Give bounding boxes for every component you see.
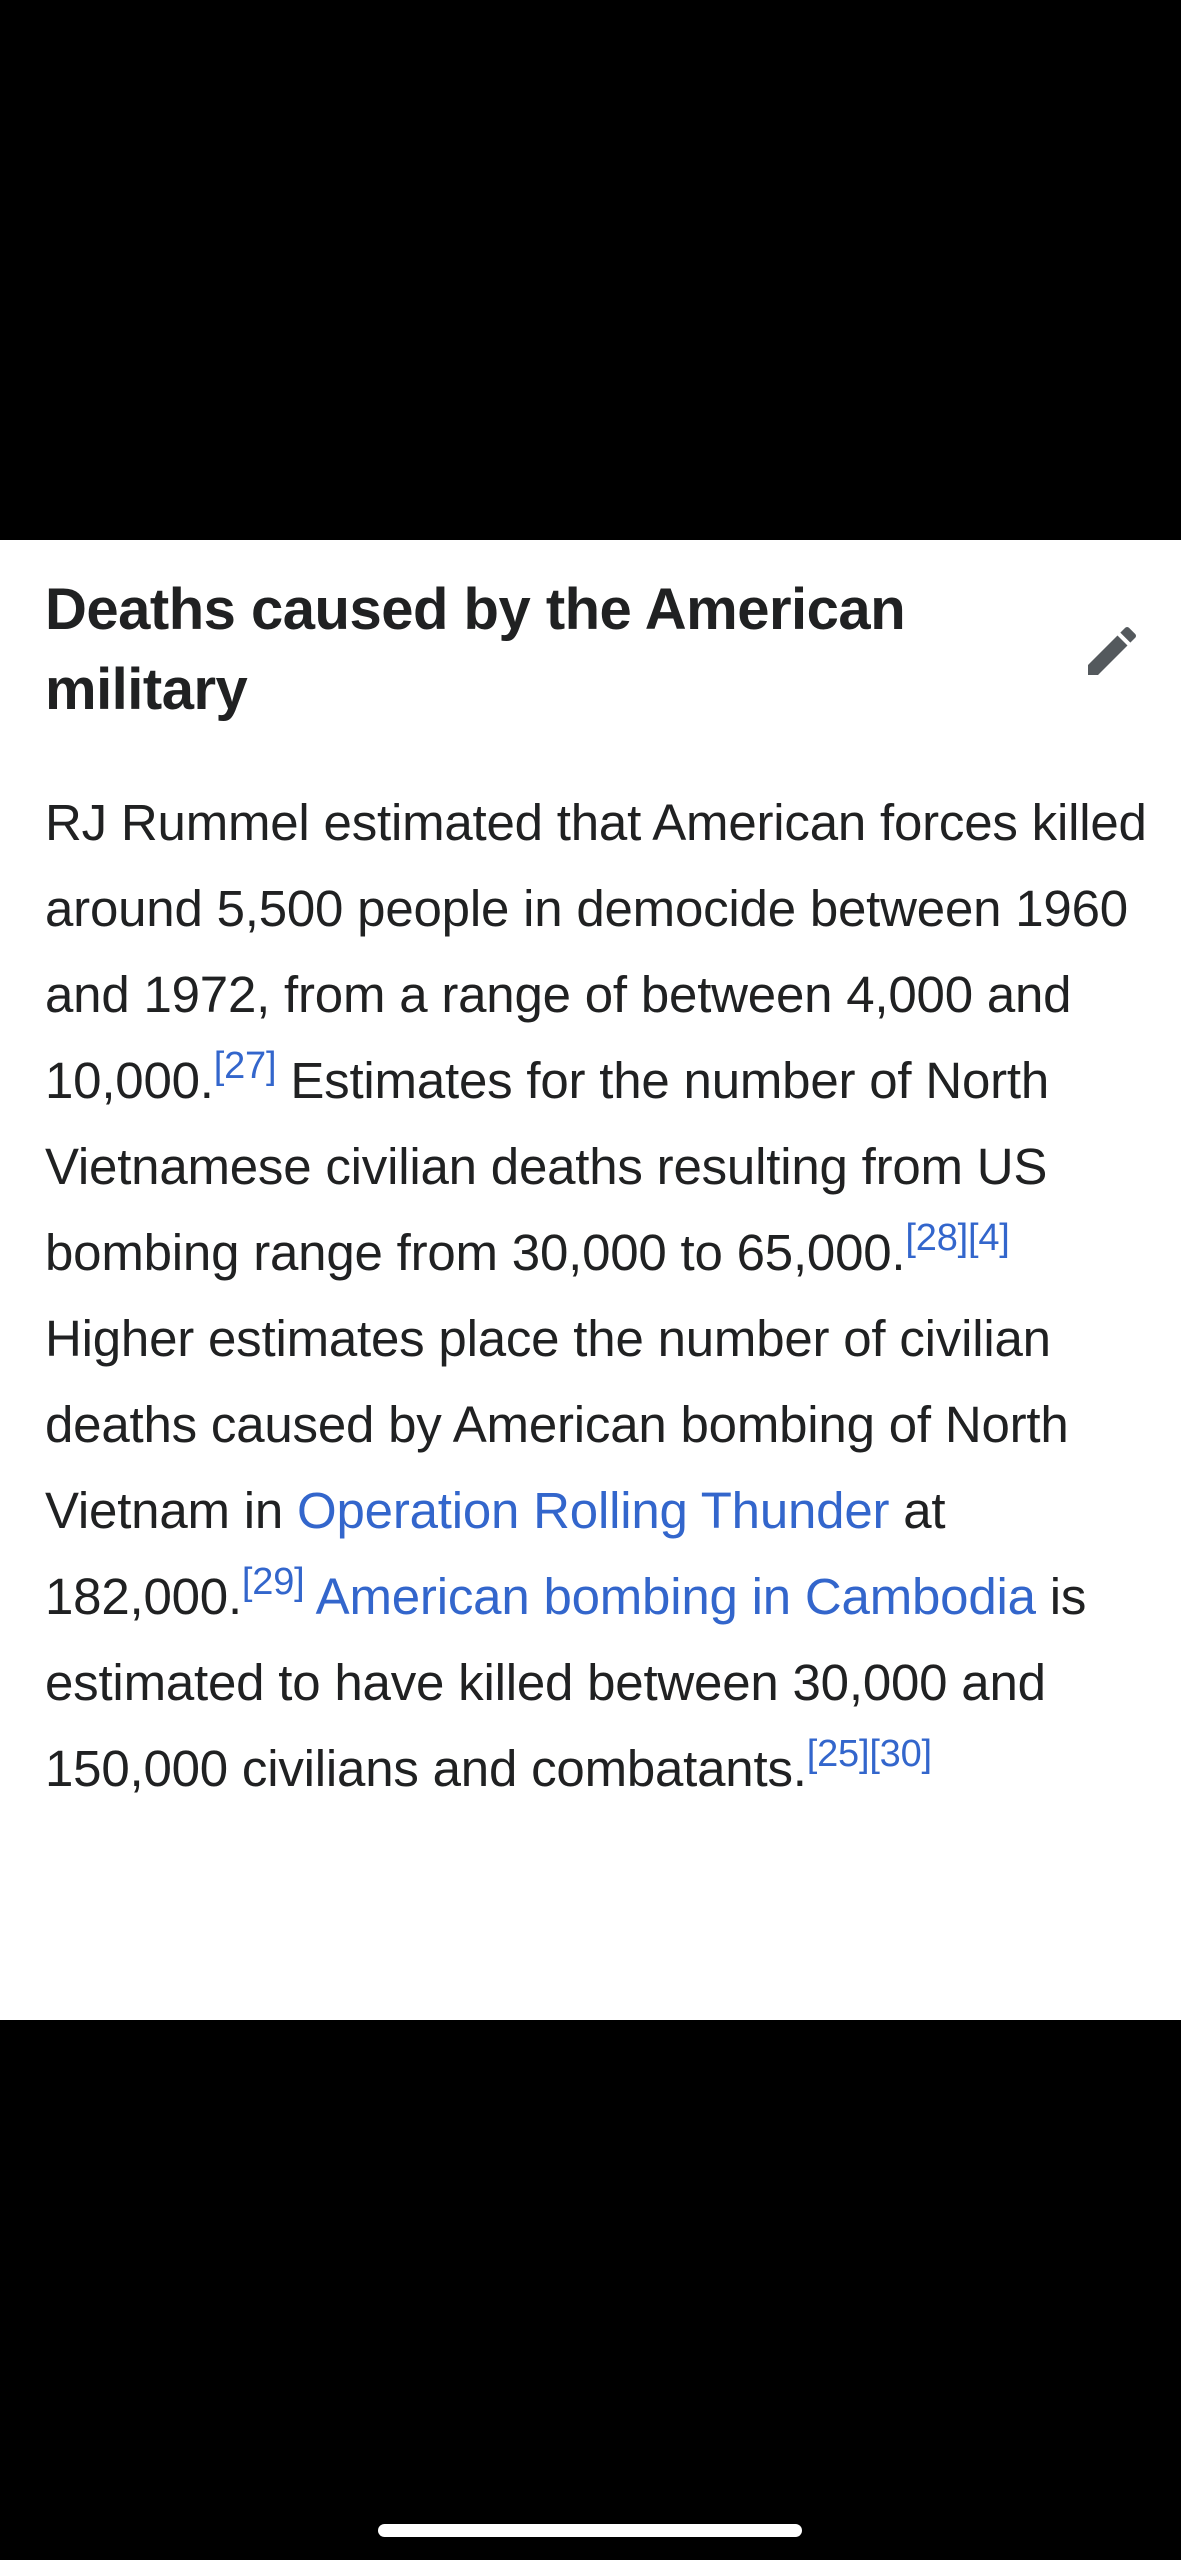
paragraph-text: RJ Rummel estimated that American forces killed around 5,500 people in democide between 1960 and 1972, from a range of between 4,000 and 10,000. <box>45 794 1147 1109</box>
pencil-icon <box>1080 619 1144 683</box>
section-paragraph <box>45 780 1155 1812</box>
paragraph-text: Higher estimates place the number of civilian deaths caused by American bombing of North Vietnam in <box>45 1310 1069 1539</box>
home-indicator[interactable] <box>378 2524 802 2537</box>
paragraph-text: Estimates for the number of North Vietnamese civilian deaths resulting from US bombing range from 30,000 to 65,000. <box>45 1052 1050 1281</box>
reference-28[interactable]: [28] <box>905 1217 968 1259</box>
reference-25[interactable]: [25] <box>806 1733 870 1775</box>
reference-27[interactable]: [27] <box>213 1045 277 1087</box>
section-title: Deaths caused by the American military <box>45 577 906 722</box>
link-american-bombing-in-cambodia[interactable]: American bombing in Cambodia <box>315 1568 1036 1625</box>
reference-30[interactable]: [30] <box>869 1733 932 1775</box>
edit-section-button[interactable] <box>1076 615 1148 687</box>
link-operation-rolling-thunder[interactable]: Operation Rolling Thunder <box>297 1482 890 1539</box>
reference-29[interactable]: [29] <box>241 1561 305 1603</box>
section-header <box>45 570 1055 730</box>
paragraph-text: is estimated to have killed between 30,000 and 150,000 civilians and combatants. <box>45 1568 1087 1797</box>
reference-4[interactable]: [4] <box>968 1217 1010 1259</box>
paragraph-text <box>305 1568 316 1625</box>
paragraph-text: at 182,000. <box>45 1482 946 1625</box>
article-section <box>0 540 1181 2020</box>
